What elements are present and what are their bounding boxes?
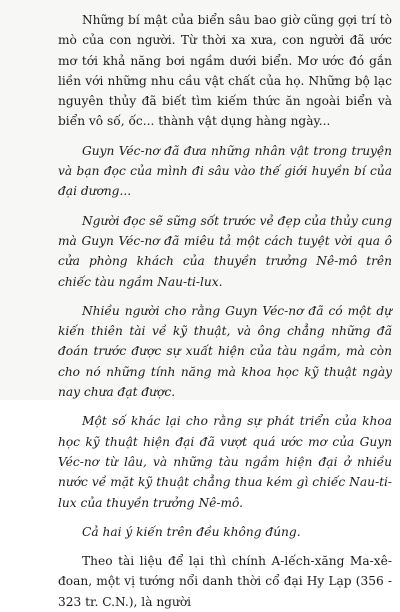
paragraph-6: Cả hai ý kiến trên đều không đúng. bbox=[82, 524, 301, 539]
cropped-previous-line bbox=[0, 0, 400, 8]
paragraph-1: Những bí mật của biển sâu bao giờ cũng gợi trí tò mò của con người. Từ thời xa xưa, con người đã ước mơ tới khả năng bơi ngầm dưới biển. Mơ ước đó gắn liền với những nhu cầu vật chất của họ. Những bộ lạc nguyên thủy đã biết tìm kiếm thức ăn ngoài biển và biển vô số, ốc... thành vật dụng hàng ngày... bbox=[58, 13, 392, 129]
paragraph-5: Một số khác lại cho rằng sự phát triển của khoa học kỹ thuật hiện đại đã vượt quá ước mơ của Guyn Véc-nơ từ lâu, và những tàu ngầm hiện đại ở nhiều nước về mặt kỹ thuật chẳng thua kém gì chiếc Nau-ti-lux của thuyền trưởng Nê-mô. bbox=[58, 414, 392, 510]
page-text bbox=[58, 10, 392, 612]
paragraph-2: Guyn Véc-nơ đã đưa những nhân vật trong truyện và bạn đọc của mình đi sâu vào thế giới huyền bí của đại dương... bbox=[58, 143, 392, 199]
paragraph-7: Theo tài liệu để lại thì chính A-lếch-xăng Ma-xê-đoan, một vị tướng nổi danh thời cổ đại Hy Lạp (356 - 323 tr. C.N.), là người bbox=[58, 554, 392, 609]
paragraph-4: Nhiều người cho rằng Guyn Véc-nơ đã có một dự kiến thiên tài về kỹ thuật, và ông chẳng những đã đoán trước được sự xuất hiện của tàu ngầm, mà còn cho nó những tính năng mà khoa học kỹ thuật ngày nay chưa đạt được. bbox=[58, 303, 392, 400]
paragraph-3: Người đọc sẽ sững sốt trước vẻ đẹp của thủy cung mà Guyn Véc-nơ đã miêu tả một cách tuyệt vời qua ô cửa phòng khách của thuyền trưởng Nê-mô trên chiếc tàu ngầm Nau-ti-lux. bbox=[58, 213, 392, 289]
